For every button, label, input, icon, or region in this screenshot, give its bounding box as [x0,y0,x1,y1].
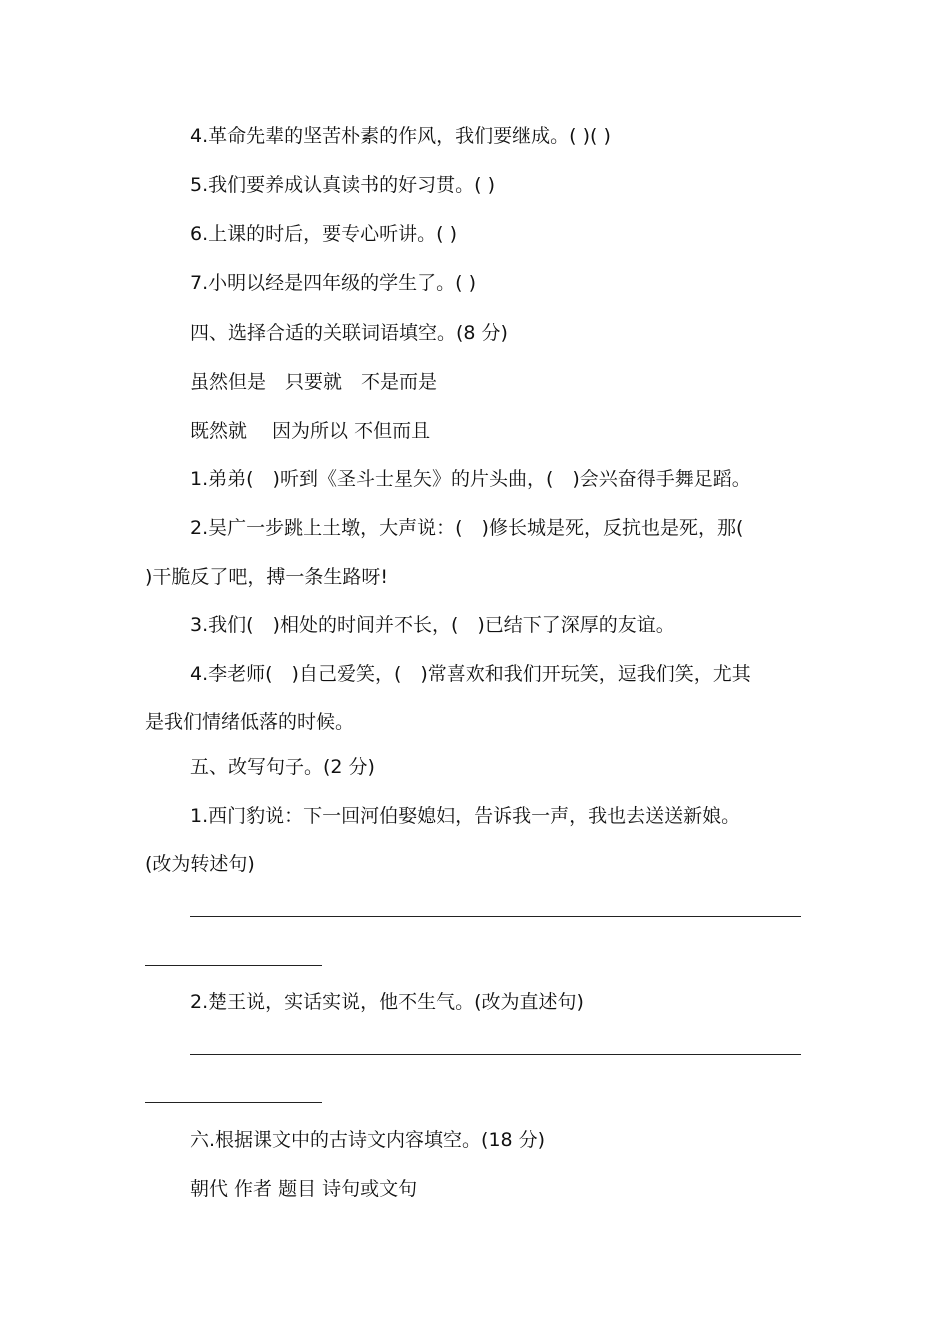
section-5-question-2: 2.楚王说，实话实说，他不生气。(改为直述句) [190,991,584,1013]
section-4-question-2-line-2: )干脆反了吧，搏一条生路呀! [145,566,389,588]
section-6-heading: 六.根据课文中的古诗文内容填空。(18 分) [190,1129,546,1151]
section-5-question-1-line-2: (改为转述句) [145,853,255,875]
section-4-heading: 四、选择合适的关联词语填空。(8 分) [190,322,508,344]
section-4-question-4-line-2: 是我们情绪低落的时候。 [145,711,355,733]
exercise-item-7: 7.小明以经是四年级的学生了。( ) [190,272,476,294]
section-5-question-1-line-1: 1.西门豹说：下一回河伯娶媳妇，告诉我一声，我也去送送新娘。 [190,805,741,827]
word-bank-row-1: 虽然但是 只要就 不是而是 [190,371,438,393]
section-5-heading: 五、改写句子。(2 分) [190,756,375,778]
exercise-item-4: 4.革命先辈的坚苦朴素的作风，我们要继成。( )( ) [190,125,611,147]
section-4-question-1: 1.弟弟( )听到《圣斗士星矢》的片头曲，( )会兴奋得手舞足蹈。 [190,468,751,490]
section-4-question-4-line-1: 4.李老师( )自己爱笑，( )常喜欢和我们开玩笑，逗我们笑，尤其 [190,663,751,685]
answer-line-1a [190,916,801,917]
word-bank-row-2: 既然就 因为所以 不但而且 [190,420,431,442]
section-4-question-2-line-1: 2.吴广一步跳上土墩，大声说：( )修长城是死，反抗也是死，那( [190,517,744,539]
answer-line-2b [145,1102,322,1103]
poetry-table-header: 朝代 作者 题目 诗句或文句 [190,1178,418,1200]
exercise-item-6: 6.上课的时后，要专心听讲。( ) [190,223,457,245]
exercise-item-5: 5.我们要养成认真读书的好习贯。( ) [190,174,495,196]
section-4-question-3: 3.我们( )相处的时间并不长，( )已结下了深厚的友谊。 [190,614,675,636]
answer-line-1b [145,965,322,966]
answer-line-2a [190,1054,801,1055]
